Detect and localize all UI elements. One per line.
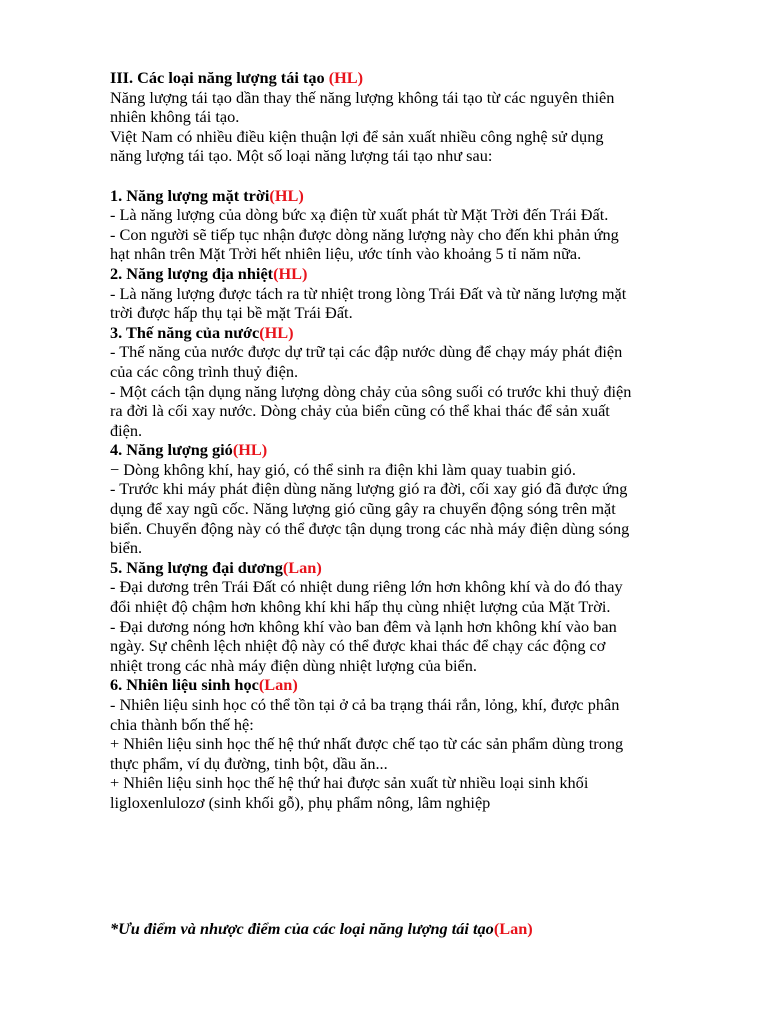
paragraph-line: + Nhiên liệu sinh học thế hệ thứ hai được sản xuất từ nhiều loại sinh khối [110,773,589,793]
paragraph-line: Việt Nam có nhiều điều kiện thuận lợi để sản xuất nhiều công nghệ sử dụng [110,126,604,146]
paragraph-line: - Con người sẽ tiếp tục nhận được dòng năng lượng này cho đến khi phản ứng [110,224,619,244]
blank-line [110,166,700,186]
subsection-title: 1. Năng lượng mặt trời [110,185,270,205]
paragraph-line: - Nhiên liệu sinh học có thể tồn tại ở cả ba trạng thái rắn, lỏng, khí, được phân [110,695,620,714]
subsection-heading [110,186,700,206]
footer-heading [110,919,533,939]
author-tag: (HL) [328,68,364,87]
paragraph-line: - Đại dương nóng hơn không khí vào ban đêm và lạnh hơn không khí vào ban [110,616,617,636]
paragraph-line: - Một cách tận dụng năng lượng dòng chảy của sông suối có trước khi thuỷ điện [110,381,632,401]
subsection-title: 5. Năng lượng đại dương [110,557,283,577]
paragraph-line: - Đại dương trên Trái Đất có nhiệt dung riêng lớn hơn không khí và do đó thay [110,577,623,597]
author-tag: (HL) [232,440,268,460]
subsection-heading [110,440,700,460]
author-tag: (HL) [269,185,304,205]
paragraph-line: ngày. Sự chênh lệch nhiệt độ này có thể được khai thác để chạy các động cơ [110,636,606,656]
subsection-heading [110,558,700,578]
subsection-heading [110,264,700,284]
paragraph-line: biển. [110,538,143,558]
paragraph-line: + Nhiên liệu sinh học thế hệ thứ nhất được chế tạo từ các sản phẩm dùng trong [110,734,624,754]
paragraph-line: biển. Chuyển động này có thể được tận dụng trong các nhà máy điện dùng sóng [110,518,630,538]
author-tag: (Lan) [258,675,298,695]
paragraph-line: nhiệt trong các nhà máy điện dùng nhiệt lượng của biển. [110,655,477,675]
subsection-title: 2. Năng lượng địa nhiệt [110,263,274,283]
author-tag: (HL) [273,263,308,283]
author-tag: (Lan) [493,919,533,938]
paragraph-line: điện. [110,420,143,440]
paragraph-line: - Là năng lượng được tách ra từ nhiệt trong lòng Trái Đất và từ năng lượng mặt [110,283,627,303]
document-body [110,68,700,813]
paragraph-line: dụng để xay ngũ cốc. Năng lượng gió cũng gây ra chuyển động sóng trên mặt [110,499,616,519]
paragraph-line: Năng lượng tái tạo dần thay thế năng lượng không tái tạo từ các nguyên thiên [110,87,615,107]
paragraph-line: của các công trình thuỷ điện. [110,361,299,381]
paragraph-line: trời được hấp thụ tại bề mặt Trái Đất. [110,303,353,323]
paragraph-line: chia thành bốn thế hệ: [110,714,254,734]
footer-title: *Ưu điểm và nhược điểm của các loại năng lượng tái tạo [110,919,494,938]
paragraph-line: - Là năng lượng của dòng bức xạ điện từ xuất phát từ Mặt Trời đến Trái Đất. [110,205,609,225]
author-tag: (Lan) [282,557,322,577]
paragraph-line: - Thế năng của nước được dự trữ tại các đập nước dùng để chạy máy phát điện [110,342,623,362]
subsection-title: 4. Năng lượng gió [110,440,233,460]
paragraph-line: thực phẩm, ví dụ đường, tinh bột, dầu ăn... [110,753,388,773]
paragraph-line: hạt nhân trên Mặt Trời hết nhiên liệu, ước tính vào khoảng 5 tỉ năm nữa. [110,244,582,264]
paragraph-line: nhiên không tái tạo. [110,107,240,127]
subsection-heading [110,675,700,695]
subsection-heading [110,323,700,343]
paragraph-line: - Trước khi máy phát điện dùng năng lượng gió ra đời, cối xay gió đã được ứng [110,479,628,499]
subsection-title: 6. Nhiên liệu sinh học [110,675,259,695]
paragraph-line: năng lượng tái tạo. Một số loại năng lượng tái tạo như sau: [110,146,493,166]
paragraph-line: đổi nhiệt độ chậm hơn không khí khi hấp thụ cùng nhiệt lượng của Mặt Trời. [110,597,611,617]
author-tag: (HL) [259,322,294,342]
paragraph-line: ra đời là cối xay nước. Dòng chảy của biển cũng có thể khai thác để sản xuất [110,401,610,421]
section-heading [110,68,700,88]
subsection-title: 3. Thế năng của nước [110,322,260,342]
heading-title: III. Các loại năng lượng tái tạo [110,68,329,87]
paragraph-line: − Dòng không khí, hay gió, có thể sinh ra điện khi làm quay tuabin gió. [110,459,576,479]
paragraph-line: ligloxenlulozơ (sinh khối gỗ), phụ phẩm nông, lâm nghiệp [110,792,491,812]
